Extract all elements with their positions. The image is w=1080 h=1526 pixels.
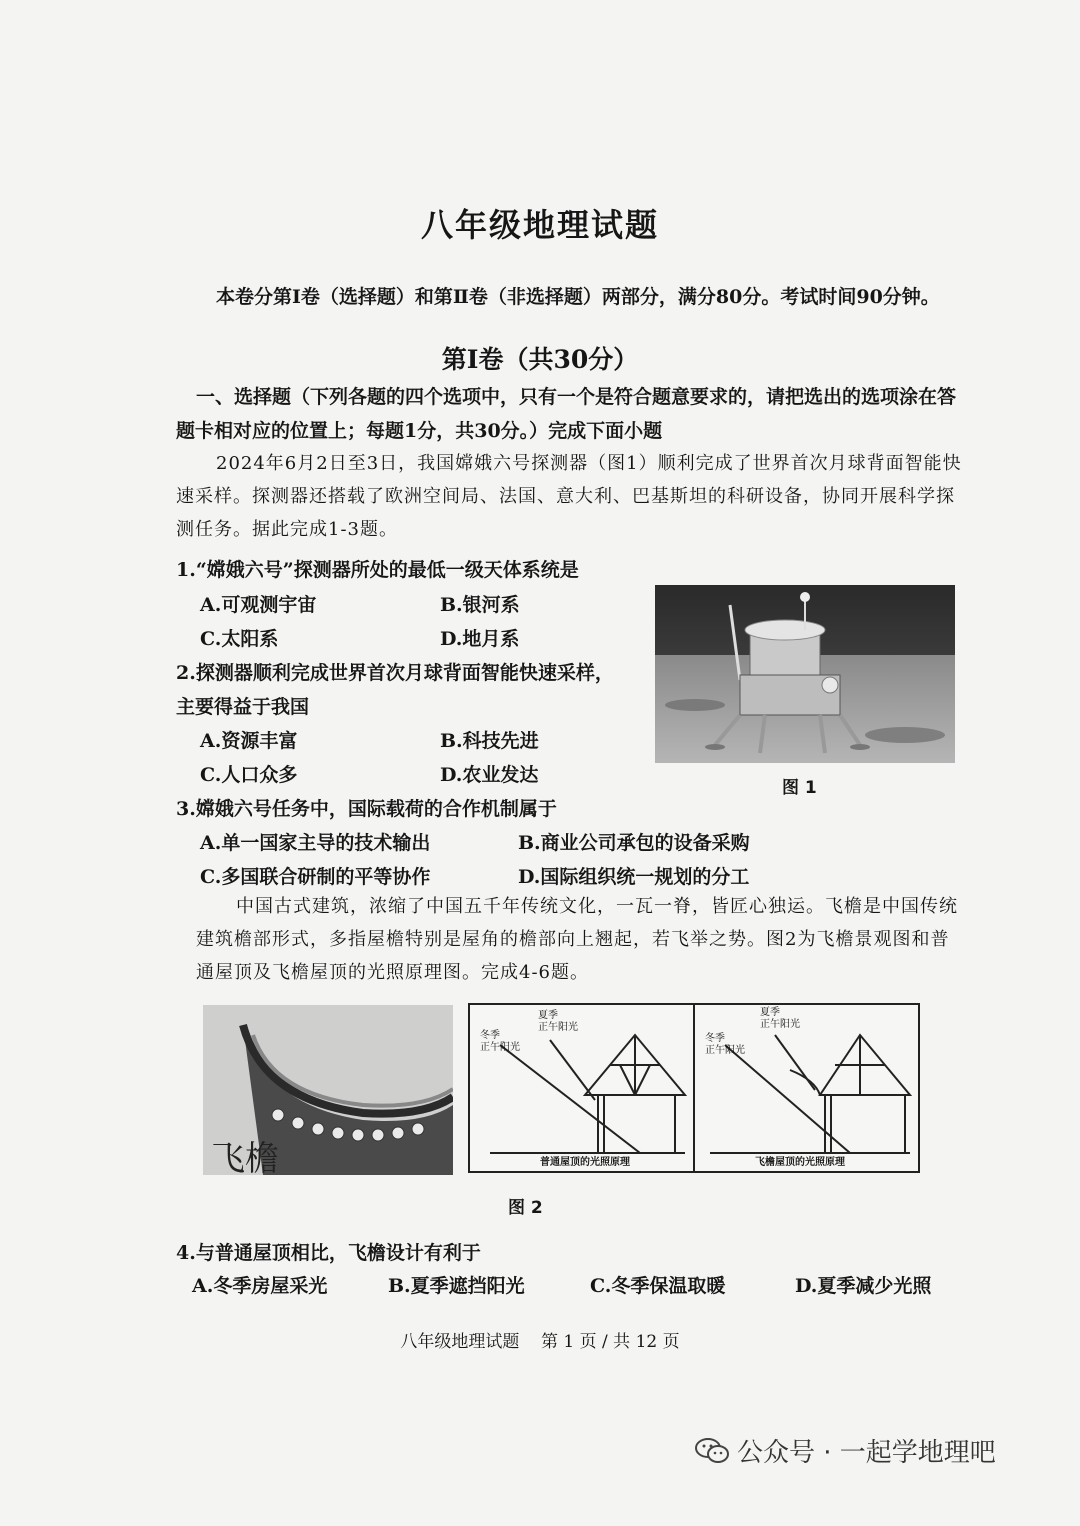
figure-1-caption: 图 1 <box>782 778 817 798</box>
q3-option-d: D.国际组织统一规划的分工 <box>518 866 750 888</box>
q1-option-b: B.银河系 <box>440 594 520 616</box>
q2-option-b: B.科技先进 <box>440 730 539 752</box>
section-title: 第Ⅰ卷（共30分） <box>441 345 639 374</box>
q4-option-c: C.冬季保温取暖 <box>590 1275 726 1297</box>
passage-2: 中国古式建筑，浓缩了中国五千年传统文化，一瓦一脊，皆匠心独运。飞檐是中国传统建筑檐部形式，多指屋檐特别是屋角的檐部向上翘起，若飞举之势。图2为飞檐景观图和普通屋顶及飞檐屋顶的光照原理图。完成4-6题。 <box>196 896 958 983</box>
figure-2-diagrams <box>468 1003 920 1173</box>
figure-2-caption: 图 2 <box>508 1198 543 1218</box>
q3-option-c: C.多国联合研制的平等协作 <box>200 866 431 888</box>
eave-summer-noon-label: 夏季 正午阳光 <box>760 1007 800 1030</box>
page-title: 八年级地理试题 <box>420 206 659 244</box>
figure-1-lander-photo <box>655 585 955 763</box>
normal-winter-noon-label: 冬季 正午阳光 <box>480 1030 520 1053</box>
figure-2-photo-label: 飞檐 <box>211 1139 279 1175</box>
q1-option-a: A.可观测宇宙 <box>200 594 317 616</box>
q2-option-c: C.人口众多 <box>200 764 298 786</box>
q3-option-b: B.商业公司承包的设备采购 <box>518 832 750 854</box>
q2-stem-line1: 2.探测器顺利完成世界首次月球背面智能快速采样， <box>176 662 614 684</box>
watermark-text: 公众号 · 一起学地理吧 <box>737 1438 996 1468</box>
instructions: 一、选择题（下列各题的四个选项中，只有一个是符合题意要求的，请把选出的选项涂在答题卡相对应的位置上；每题1分，共30分。）完成下面小题 <box>176 386 957 442</box>
q4-option-d: D.夏季减少光照 <box>795 1275 932 1297</box>
watermark <box>695 1432 996 1469</box>
wechat-icon <box>695 1437 729 1465</box>
eave-winter-noon-label: 冬季 正午阳光 <box>705 1033 745 1056</box>
q4-stem: 4.与普通屋顶相比，飞檐设计有利于 <box>176 1242 481 1264</box>
q4-option-b: B.夏季遮挡阳光 <box>388 1275 525 1297</box>
q3-stem: 3.嫦娥六号任务中，国际载荷的合作机制属于 <box>176 798 557 820</box>
normal-roof-caption: 普通屋顶的光照原理 <box>540 1157 630 1168</box>
q3-option-a: A.单一国家主导的技术输出 <box>200 832 431 854</box>
intro-text: 本卷分第Ⅰ卷（选择题）和第Ⅱ卷（非选择题）两部分，满分80分。考试时间90分钟。 <box>216 286 940 308</box>
page-footer: 八年级地理试题 第 1 页 / 共 12 页 <box>400 1332 680 1352</box>
q4-option-a: A.冬季房屋采光 <box>192 1275 328 1297</box>
q1-stem: 1.“嫦娥六号”探测器所处的最低一级天体系统是 <box>176 559 579 581</box>
q2-option-d: D.农业发达 <box>440 764 539 786</box>
q2-option-a: A.资源丰富 <box>200 730 298 752</box>
normal-summer-noon-label: 夏季 正午阳光 <box>538 1010 578 1033</box>
eave-roof-caption: 飞檐屋顶的光照原理 <box>755 1157 845 1168</box>
q1-option-d: D.地月系 <box>440 628 520 650</box>
figure-2-eave-photo <box>203 1005 453 1175</box>
q1-option-c: C.太阳系 <box>200 628 279 650</box>
q2-stem-line2: 主要得益于我国 <box>176 696 310 718</box>
passage-1: 2024年6月2日至3日，我国嫦娥六号探测器（图1）顺利完成了世界首次月球背面智能快速采样。探测器还搭载了欧洲空间局、法国、意大利、巴基斯坦的科研设备，协同开展科学探测任务。据此完成1-3题。 <box>176 453 962 540</box>
